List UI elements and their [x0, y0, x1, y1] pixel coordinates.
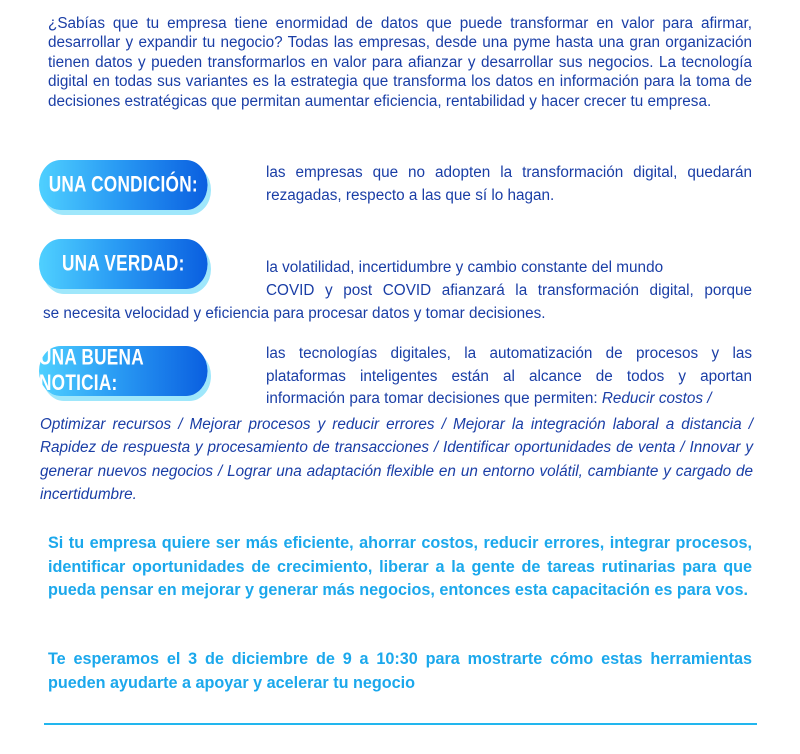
verdad-text-line1: la volatilidad, incertidumbre y cambio constante del mundo: [266, 259, 664, 276]
label-una-verdad: UNA VERDAD:: [39, 239, 208, 289]
condicion-text: las empresas que no adopten la transformación digital, quedarán rezagadas, respecto a las que sí lo hagan.: [266, 164, 752, 204]
noticia-text: [266, 343, 752, 411]
cta-paragraph-2: Te esperamos el 3 de diciembre de 9 a 10:30 para mostrarte cómo estas herramientas pueden ayudarte a apoyar y acelerar tu negocio: [48, 650, 752, 692]
noticia-benefits-list: Optimizar recursos / Mejorar procesos y reducir errores / Mejorar la integración laboral a distancia / Rapidez de respuesta y procesamiento de transacciones / Identificar oportunidades de venta / Innovar y generar nuevos negocios / Lograr una adaptación flexible en un entorno volátil, cambiante y cargado de incertidumbre.: [40, 416, 753, 503]
noticia-text-body: las tecnologías digitales, la automatización de procesos y las plataformas inteligentes están al alcance de todos y aportan información para tomar decisiones que permiten:: [266, 345, 752, 407]
verdad-text-line3: se necesita velocidad y eficiencia para procesar datos y tomar decisiones.: [43, 305, 546, 322]
noticia-italic-inline: Reducir costos /: [601, 390, 712, 407]
bottom-divider: [44, 723, 757, 725]
intro-paragraph: ¿Sabías que tu empresa tiene enormidad de datos que puede transformar en valor para afirmar, desarrollar y expandir tu negocio? Todas las empresas, desde una pyme hasta una gran organización tienen datos y pueden transformarlos en valor para afianzar y desarrollar sus negocios. La tecnología digital en todas sus variantes es la estrategia que transforma los datos en información para la toma de decisiones estratégicas que permitan aumentar eficiencia, rentabilidad y hacer crecer tu empresa.: [48, 15, 752, 110]
label-una-buena-noticia: UNA BUENA NOTICIA:: [39, 346, 208, 396]
cta-paragraph-1: Si tu empresa quiere ser más eficiente, ahorrar costos, reducir errores, integrar procesos, identificar oportunidades de crecimiento, liberar a la gente de tareas rutinarias para que pueda pensar en mejorar y generar más negocios, entonces esta capacitación es para vos.: [48, 534, 752, 599]
label-una-condicion: UNA CONDICIÓN:: [39, 160, 208, 210]
verdad-text-line2: COVID y post COVID afianzará la transformación digital, porque: [266, 282, 752, 299]
